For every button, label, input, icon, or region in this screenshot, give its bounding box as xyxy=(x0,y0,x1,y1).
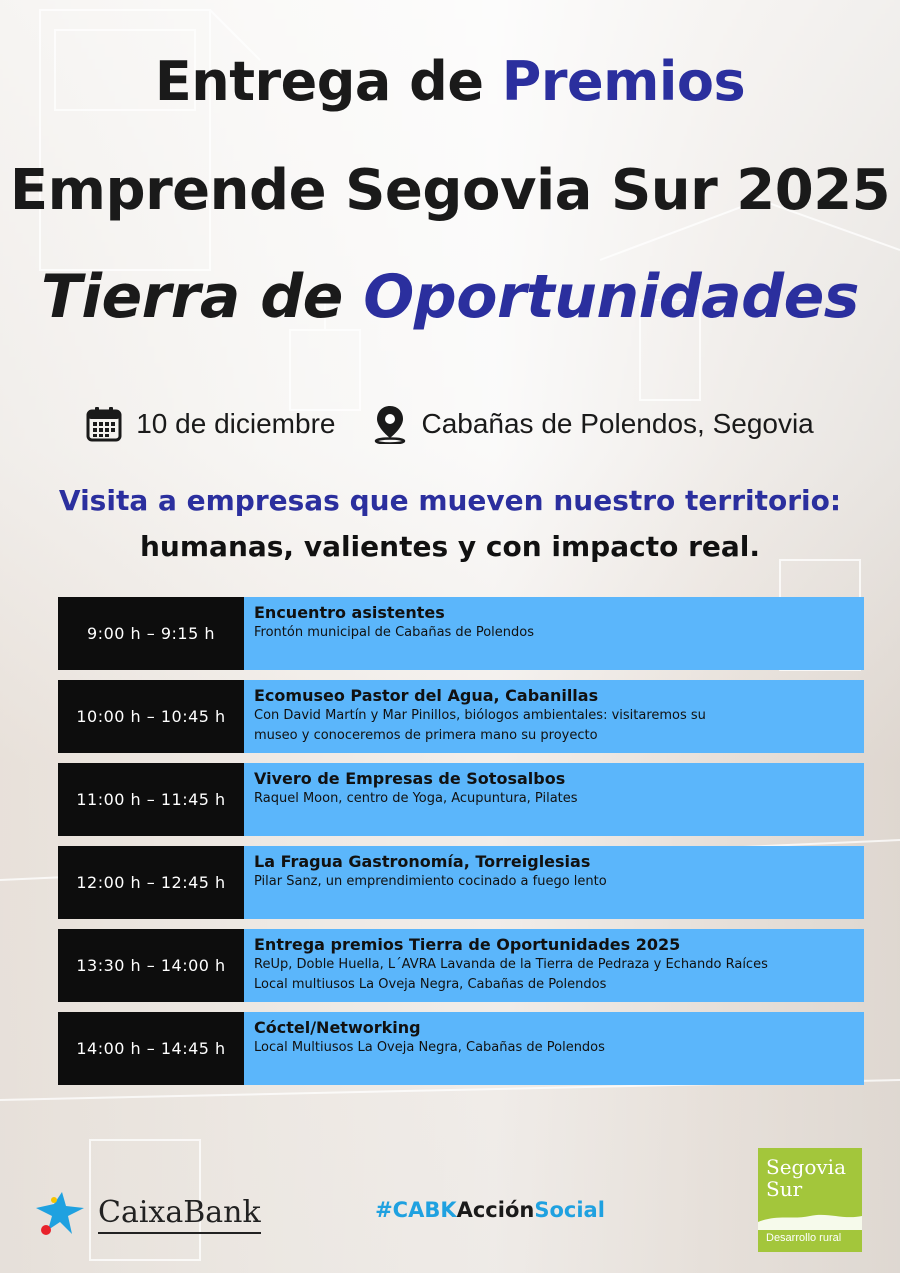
date-text: 10 de diciembre xyxy=(136,408,336,439)
schedule-row xyxy=(58,680,864,753)
event-desc: Local multiusos La Oveja Negra, Cabañas de Polendos xyxy=(254,977,607,992)
segovia-logo-line2: Sur xyxy=(766,1177,803,1201)
title-line-1: Entrega de Premios xyxy=(154,50,746,113)
tagline-line-2: humanas, valientes y con impacto real. xyxy=(140,530,760,563)
schedule-time: 13:30 h – 14:00 h xyxy=(58,929,244,1002)
schedule-table xyxy=(58,597,864,1095)
caixabank-text: CaixaBank xyxy=(98,1195,261,1234)
event-title: Cóctel/Networking xyxy=(254,1018,421,1037)
title-accent: Premios xyxy=(501,50,746,113)
map-pin-icon xyxy=(373,404,407,444)
schedule-row xyxy=(58,597,864,670)
schedule-event xyxy=(244,763,864,836)
calendar-icon xyxy=(86,406,122,442)
event-title: Encuentro asistentes xyxy=(254,603,445,622)
event-desc: Raquel Moon, centro de Yoga, Acupuntura, Pilates xyxy=(254,791,578,806)
title-line-2: Emprende Segovia Sur 2025 xyxy=(9,158,891,223)
title-line-3: Tierra de Oportunidades xyxy=(40,262,860,332)
schedule-event xyxy=(244,680,864,753)
event-title: Entrega premios Tierra de Oportunidades 2025 xyxy=(254,935,681,954)
schedule-time: 9:00 h – 9:15 h xyxy=(58,597,244,670)
location-text: Cabañas de Polendos, Segovia xyxy=(421,408,814,439)
segovia-logo-line1: Segovia xyxy=(766,1155,846,1179)
schedule-row xyxy=(58,846,864,919)
schedule-event xyxy=(244,597,864,670)
schedule-time: 14:00 h – 14:45 h xyxy=(58,1012,244,1085)
schedule-event xyxy=(244,929,864,1002)
event-location xyxy=(373,404,813,444)
title-accent: Oportunidades xyxy=(363,262,860,332)
event-desc: Frontón municipal de Cabañas de Polendos xyxy=(254,625,534,640)
segovia-sur-logo xyxy=(758,1148,862,1252)
schedule-row xyxy=(58,1012,864,1085)
event-title: Vivero de Empresas de Sotosalbos xyxy=(254,769,566,788)
schedule-row xyxy=(58,763,864,836)
event-info xyxy=(0,404,900,444)
schedule-event xyxy=(244,1012,864,1085)
event-desc: ReUp, Doble Huella, L´AVRA Lavanda de la Tierra de Pedraza y Echando Raíces xyxy=(254,957,768,972)
schedule-time: 12:00 h – 12:45 h xyxy=(58,846,244,919)
schedule-time: 10:00 h – 10:45 h xyxy=(58,680,244,753)
hills-icon xyxy=(758,1208,862,1230)
event-date xyxy=(86,406,335,442)
event-title: Ecomuseo Pastor del Agua, Cabanillas xyxy=(254,686,599,705)
event-desc: Pilar Sanz, un emprendimiento cocinado a fuego lento xyxy=(254,874,607,889)
event-desc: museo y conoceremos de primera mano su proyecto xyxy=(254,728,598,743)
schedule-row xyxy=(58,929,864,1002)
tagline-line-1: Visita a empresas que mueven nuestro territorio: xyxy=(58,484,842,517)
schedule-event xyxy=(244,846,864,919)
event-desc: Local Multiusos La Oveja Negra, Cabañas de Polendos xyxy=(254,1040,605,1055)
event-desc: Con David Martín y Mar Pinillos, biólogos ambientales: visitaremos su xyxy=(254,708,706,723)
hashtag: #CABKAcciónSocial xyxy=(375,1198,605,1222)
schedule-time: 11:00 h – 11:45 h xyxy=(58,763,244,836)
segovia-logo-subtitle: Desarrollo rural xyxy=(766,1232,842,1244)
event-title: La Fragua Gastronomía, Torreiglesias xyxy=(254,852,591,871)
